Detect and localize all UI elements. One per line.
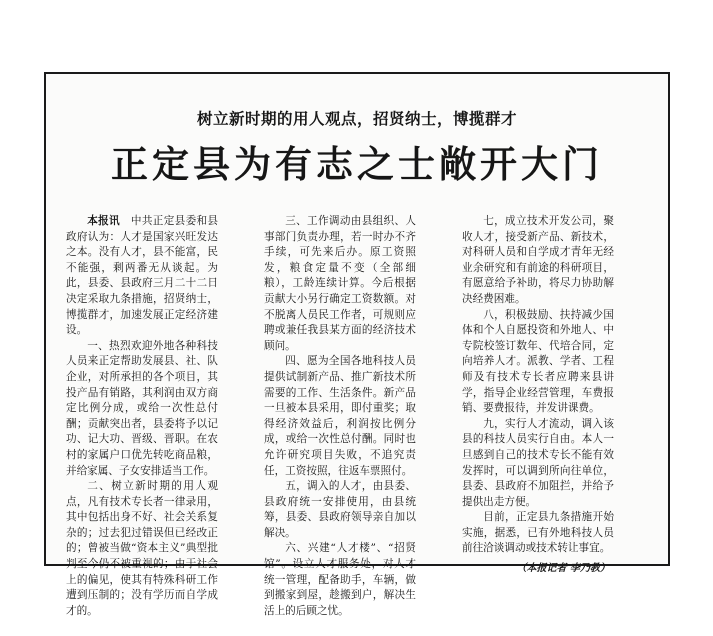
article-paragraph: 八，积极鼓励、扶持减少国体和个人自愿投资和外地人、中专院校签订数年、代培合同，定向培养人才。派教、学者、工程师及有技术专长者应聘来县讲学，指导企业经营管理，车费报销、要费报待，并发讲课费。 <box>462 308 614 415</box>
article-paragraph: 二、树立新时期的用人观点，凡有技术专长者一律录用，其中包括出身不好、社会关系复杂的；过去犯过错误但已经改正的；曾被当做“资本主义”典型批判至今仍不被重视的；由于社会上的偏见，使其有特殊科研工作遭到压制的；没有学历而自学成才的。 <box>66 480 218 617</box>
article-subtitle: 树立新时期的用人观点，招贤纳士，博揽群才 <box>196 110 517 128</box>
article-column-2 <box>264 214 416 619</box>
article-paragraph: 四、愿为全国各地科技人员提供试制新产品、推广新技术所需要的工作、生活条件。新产品一旦被本县采用，即付重奖；取得经济效益后，利润按比例分成，或给一次性总付酬。同时也允许研究项目失败，不追究责任，工资按照，往返车票照付。 <box>264 355 416 477</box>
article-column-3 <box>462 214 614 577</box>
article-lead: 本报讯 <box>87 215 120 227</box>
newspaper-clipping <box>44 72 670 617</box>
article-paragraph: 一、热烈欢迎外地各种科技人员来正定帮助发展县、社、队企业，对所承担的各个项目，其投产品有销路，其利润由双方商定比例分成，或给一次性总付酬；贡献突出者，县委将予以记功、记大功、晋级、晋职。在农村的家属户口优先转吃商品粮，并给家属、子女安排适当工作。 <box>66 339 218 477</box>
article-paragraph-text: 中共正定县委和县政府认为：人才是国家兴旺发达之本。没有人才，县不能富，民不能强，剩两番无从谈起。为此，县委、县政府三月二十二日决定采取九条措施，招贤纳士，博揽群才，加速发展正定经济建设。 <box>66 215 219 337</box>
article-paragraph: 三、工作调动由县组织、人事部门负责办理，若一时办不齐手续，可先来后办。原工资照发，粮食定量不变（全部细粮），工龄连续计算。今后根据贡献大小另行确定工资数额。对不脱离人员民工作者，可规则应聘或兼任我县某方面的经济技术顾问。 <box>264 215 416 352</box>
article-byline: （本报记者 李乃教） <box>516 563 610 575</box>
article-paragraph: 九，实行人才流动，调入该县的科技人员实行自由。本人一旦感到自己的技术专长不能有效发挥时，可以调到所向往单位，县委、县政府不加阻拦，并给予提供出走方便。 <box>462 417 614 508</box>
article-paragraph: 五，调入的人才，由县委、县政府统一安排使用，由县统筹，县委、县政府领导亲自加以解决。 <box>264 480 416 539</box>
article-paragraph: 六、兴建“人才楼”、“招贤馆”。设立人才服务处，对人才统一管理，配备助手，车辆，做到搬家到屋，趁搬到户，解决生活上的后顾之忧。 <box>264 542 416 617</box>
article-headline: 正定县为有志之士敞开大门 <box>111 142 603 186</box>
article-column-1 <box>66 214 218 619</box>
article-paragraph <box>66 214 218 339</box>
article-paragraph: 七，成立技术开发公司，聚收人才，接受新产品、新技术，对科研人员和自学成才青年无经业余研究和有前途的科研项目，有愿意给予补助，将尽力协助解决经费困难。 <box>462 215 614 305</box>
article-paragraph: 目前，正定县九条措施开始实施，据悉，已有外地科技人员前往洽谈调动或技术转让事宜。 <box>462 511 614 555</box>
